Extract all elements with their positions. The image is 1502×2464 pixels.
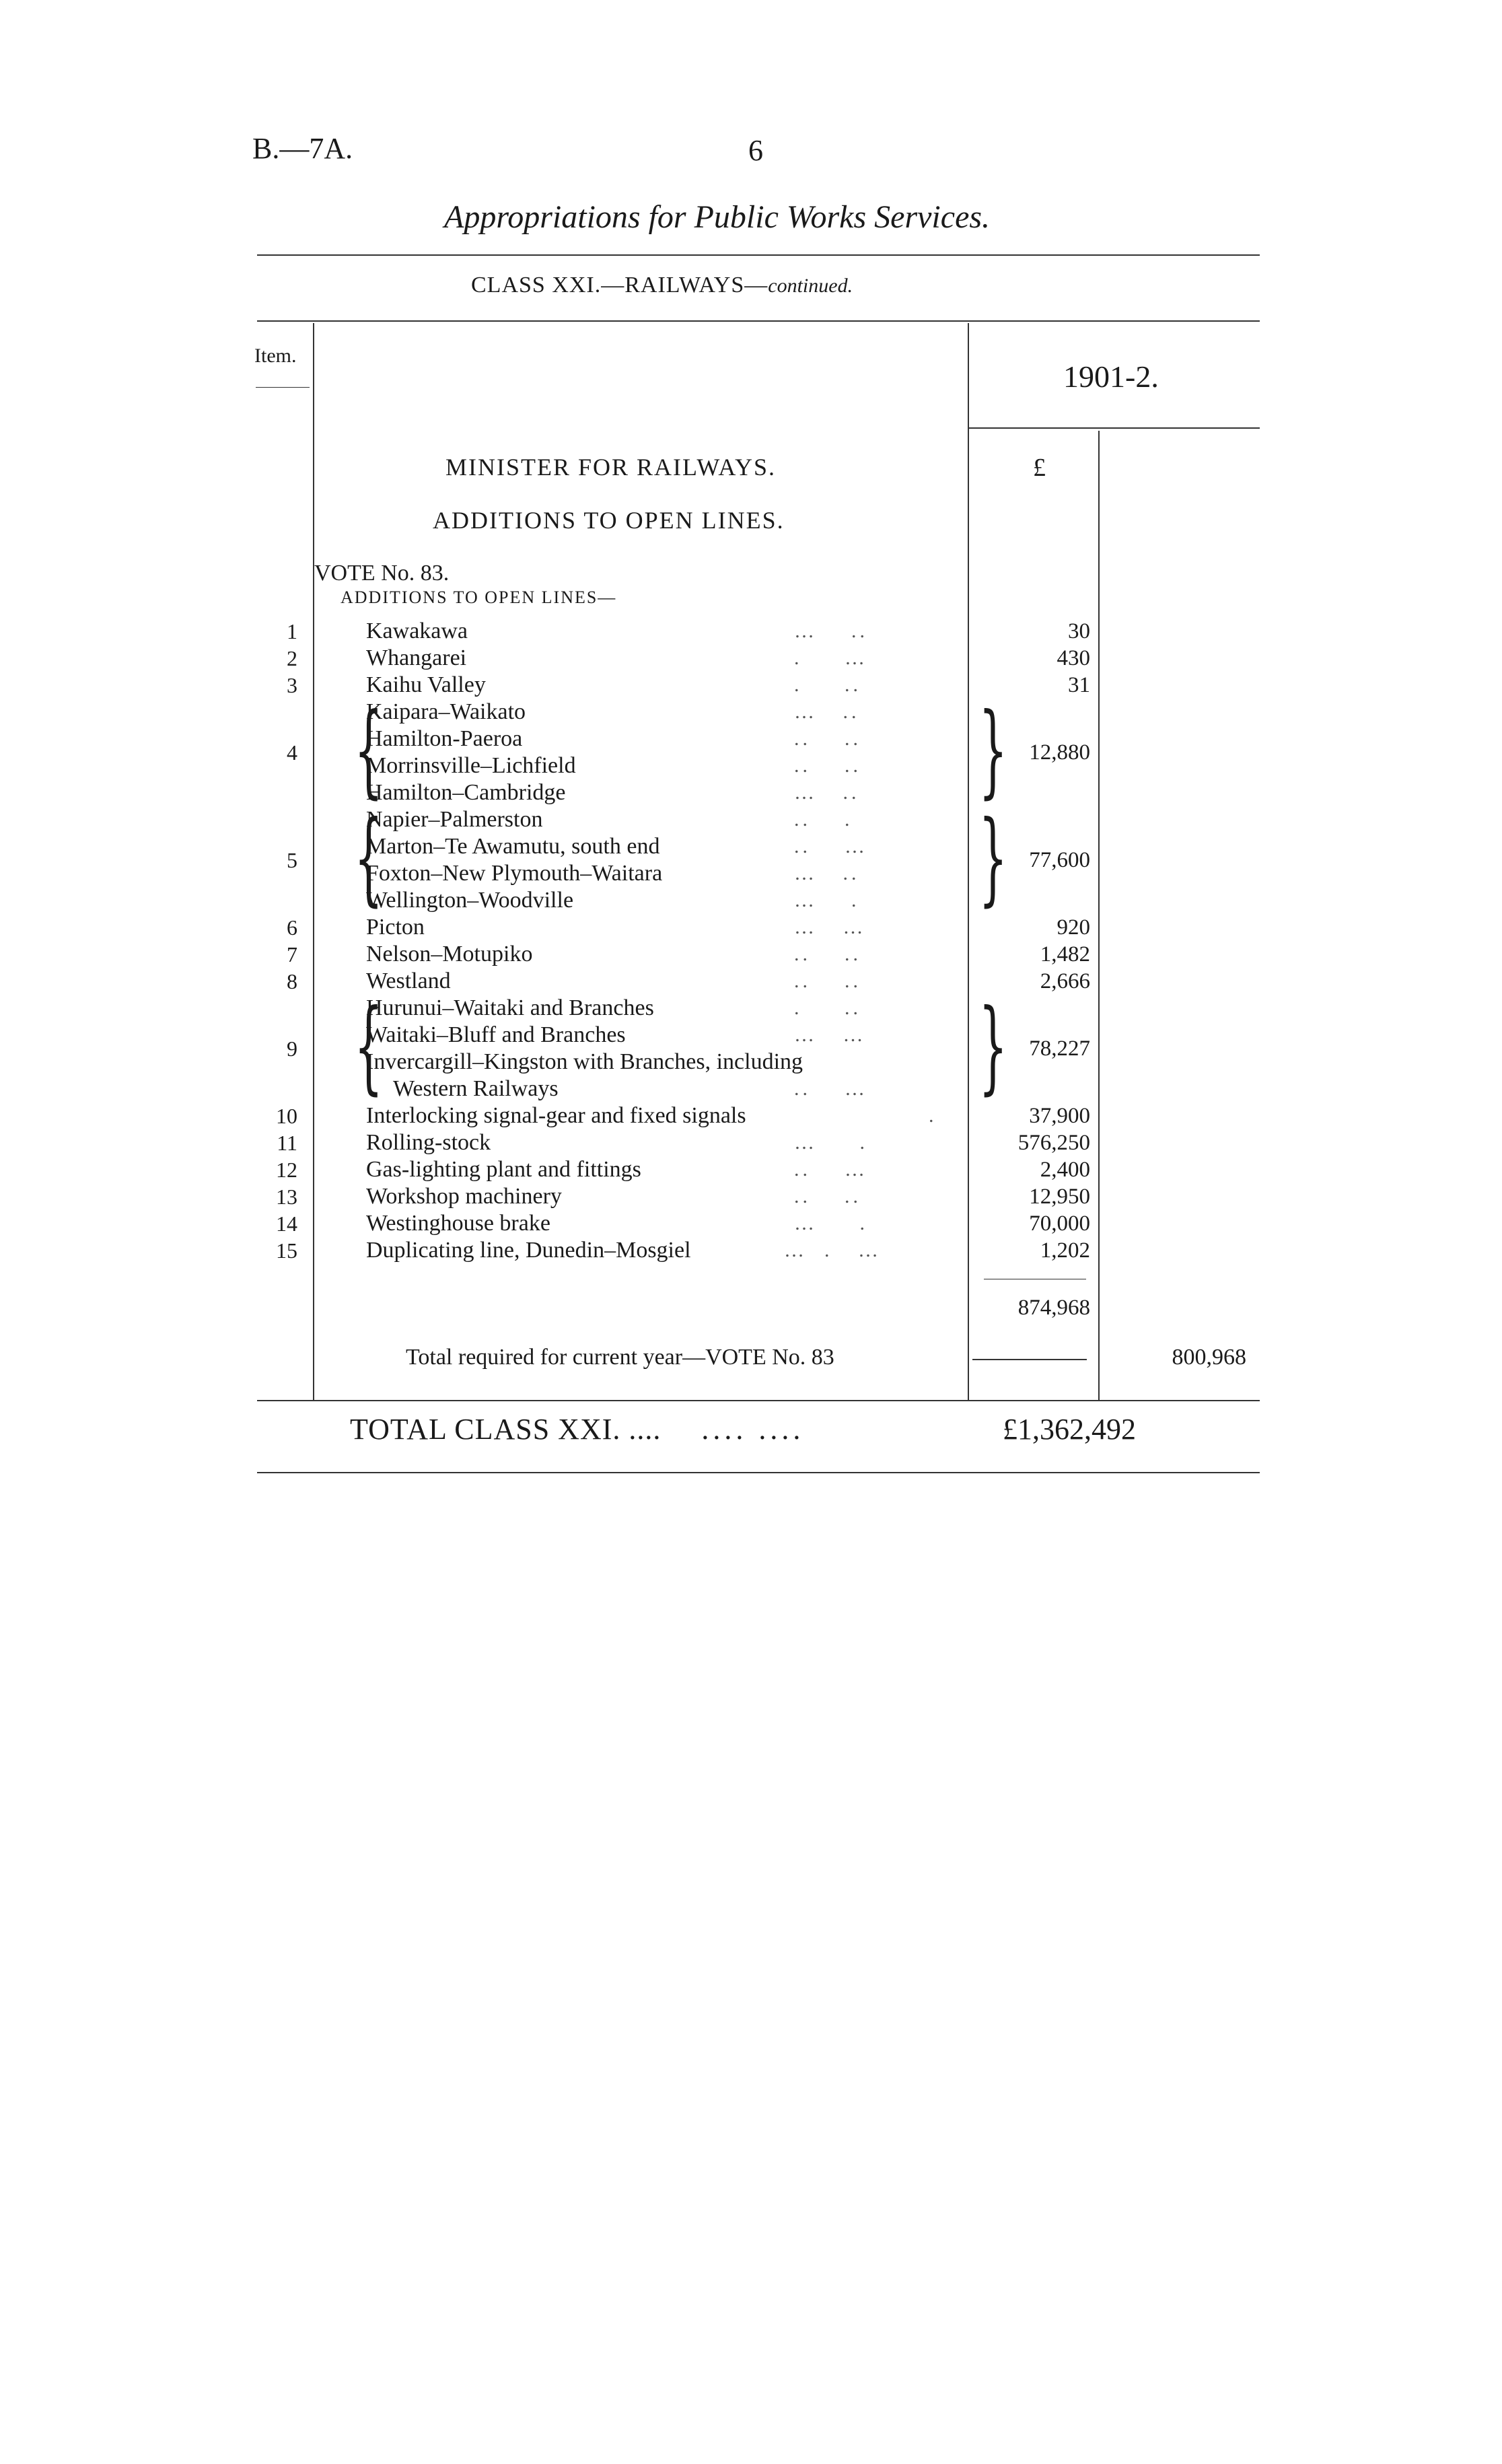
item-line: Morrinsville–Lichfield [366, 753, 576, 778]
item-number: 6 [287, 915, 297, 940]
item-number: 1 [287, 619, 297, 643]
leader-dots: … . [794, 1212, 868, 1234]
subtotal-amount: 874,968 [1017, 1296, 1090, 1320]
year-header-rule [968, 427, 1260, 429]
leader-dots: .. .. [794, 970, 861, 992]
item-number: 14 [276, 1211, 297, 1236]
leader-dots: .. .. [794, 754, 861, 777]
item-line: Invercargill–Kingston with Branches, including [366, 1049, 803, 1074]
leader-dots: . .. [794, 997, 861, 1019]
leader-dots: . .. [794, 674, 861, 696]
item-line: Foxton–New Plymouth–Waitara [366, 861, 663, 886]
item-line: Rolling-stock [366, 1130, 491, 1155]
leader-dots: … . … [784, 1239, 882, 1261]
left-brace: { [354, 988, 384, 1105]
right-brace: } [978, 988, 1008, 1105]
item-number: 10 [276, 1104, 297, 1128]
item-line: Kaihu Valley [366, 672, 486, 697]
item-line: Workshop machinery [366, 1184, 562, 1209]
item-line: Westland [366, 969, 451, 993]
left-brace: { [354, 800, 384, 917]
leader-dots: .. … [794, 1078, 868, 1100]
leader-dots: … . [794, 1131, 868, 1154]
item-line: Hamilton-Paeroa [366, 726, 523, 751]
class-total-rule [257, 1472, 1260, 1473]
item-line: Marton–Te Awamutu, south end [366, 834, 660, 859]
item-amount: 31 [1068, 673, 1090, 697]
item-number: 4 [287, 740, 297, 765]
item-amount: 12,950 [1029, 1185, 1090, 1209]
item-header-underline [256, 387, 310, 388]
class-heading-text: CLASS XXI.—RAILWAYS— [471, 273, 768, 297]
class-heading [471, 273, 853, 298]
item-line: Interlocking signal-gear and fixed signals [366, 1103, 746, 1128]
leader-dots: … .. [794, 620, 868, 642]
item-amount: 37,900 [1029, 1104, 1090, 1128]
page-number: 6 [748, 134, 763, 167]
item-line: Western Railways [393, 1076, 559, 1101]
item-line: Picton [366, 915, 425, 940]
left-brace: { [354, 692, 384, 809]
item-amount: 12,880 [1029, 740, 1090, 765]
item-line: Waitaki–Bluff and Branches [366, 1022, 626, 1047]
total-amount: 800,968 [1172, 1345, 1246, 1370]
section-heading: ADDITIONS TO OPEN LINES. [433, 507, 785, 534]
table-bottom-rule [257, 1400, 1260, 1401]
page-title: Appropriations for Public Works Services. [444, 199, 991, 235]
subheading: ADDITIONS TO OPEN LINES— [341, 588, 617, 607]
year-column-header: 1901-2. [1063, 359, 1159, 394]
item-column-header: Item. [254, 345, 297, 367]
item-line: Gas-lighting plant and fittings [366, 1157, 641, 1182]
item-amount: 78,227 [1029, 1036, 1090, 1061]
total-label: Total required for current year—VOTE No. 83 [406, 1345, 834, 1370]
leader-dots: … … [794, 1024, 867, 1046]
vote-label: VOTE No. 83. [314, 561, 450, 586]
class-total-label-text: TOTAL CLASS XXI. .... [350, 1413, 661, 1446]
item-line: Napier–Palmerston [366, 807, 543, 832]
item-amount: 430 [1057, 646, 1090, 670]
item-line: Nelson–Motupiko [366, 942, 533, 966]
item-number: 9 [287, 1036, 297, 1061]
leader-dots: … .. [794, 781, 860, 804]
item-line: Hamilton–Cambridge [366, 780, 566, 805]
item-line: Kaipara–Waikato [366, 699, 526, 724]
leader-dots: … .. [794, 701, 860, 723]
leader-dots: .. … [794, 1158, 868, 1181]
item-amount: 1,202 [1040, 1238, 1090, 1263]
item-line: Hurunui–Waitaki and Branches [366, 995, 654, 1020]
item-line: Kawakawa [366, 619, 468, 643]
item-amount: 1,482 [1040, 942, 1090, 966]
leader-dots: .. .. [794, 943, 861, 965]
item-line: Duplicating line, Dunedin–Mosgiel [366, 1238, 691, 1263]
leader-dots: … . [794, 889, 860, 911]
item-number: 7 [287, 942, 297, 966]
item-amount: 920 [1057, 915, 1090, 940]
leader-dots: … .. [794, 862, 860, 884]
leader-dots: .. . [794, 808, 853, 831]
class-total-dots: .... .... [701, 1413, 805, 1446]
document-reference: B.—7A. [252, 132, 353, 165]
item-amount: 77,600 [1029, 848, 1090, 872]
leader-dots: .. .. [794, 728, 861, 750]
class-heading-suffix: continued. [768, 275, 853, 297]
item-number: 15 [276, 1238, 297, 1263]
item-number: 12 [276, 1158, 297, 1182]
leader-dots: .. .. [794, 1185, 861, 1207]
item-number: 3 [287, 673, 297, 697]
leader-dots: . [929, 1104, 937, 1127]
item-column-divider [313, 323, 314, 1400]
title-rule [257, 254, 1260, 256]
minister-heading: MINISTER FOR RAILWAYS. [445, 454, 777, 481]
item-amount: 70,000 [1029, 1211, 1090, 1236]
item-number: 13 [276, 1185, 297, 1209]
leader-dots: .. … [794, 835, 868, 857]
right-brace: } [978, 800, 1008, 917]
item-line: Whangarei [366, 645, 467, 670]
item-number: 8 [287, 969, 297, 993]
total-dash [972, 1359, 1087, 1360]
currency-symbol: £ [1033, 454, 1046, 482]
leader-dots: . … [794, 647, 868, 669]
item-amount: 2,400 [1040, 1158, 1090, 1182]
item-number: 2 [287, 646, 297, 670]
amount-column-divider [1098, 431, 1100, 1400]
heading-rule [257, 320, 1260, 322]
leader-dots: … … [794, 916, 867, 938]
description-column-divider [968, 323, 969, 1400]
item-number: 5 [287, 848, 297, 872]
item-line: Westinghouse brake [366, 1211, 550, 1236]
item-amount: 576,250 [1017, 1131, 1090, 1155]
item-number: 11 [277, 1131, 297, 1155]
class-total-label [350, 1412, 804, 1446]
item-amount: 30 [1068, 619, 1090, 643]
item-amount: 2,666 [1040, 969, 1090, 993]
right-brace: } [978, 692, 1008, 809]
item-line: Wellington–Woodville [366, 888, 574, 913]
class-total-amount: £1,362,492 [1003, 1413, 1136, 1446]
